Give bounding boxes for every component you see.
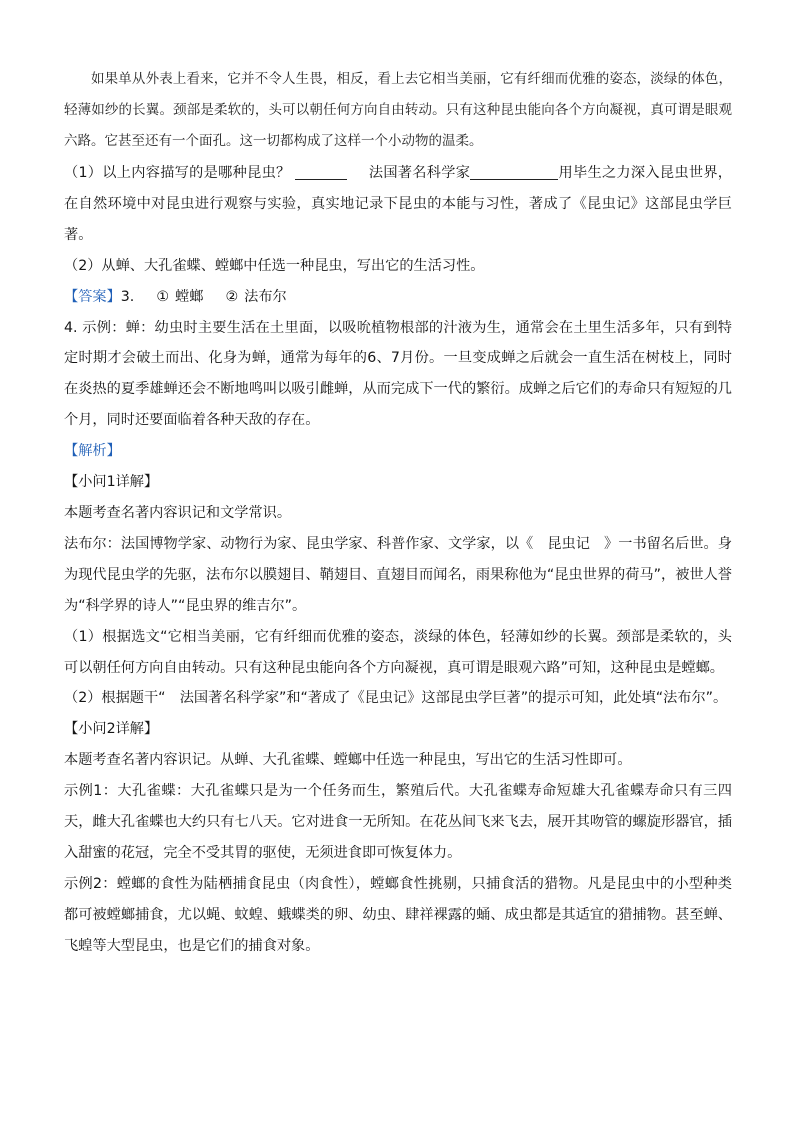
question-1-scientist-prompt: 法国著名科学家 [368, 165, 471, 181]
question-2: （2）从蝉、大孔雀蝶、螳螂中任选一种昆虫，写出它的生活习性。 [64, 257, 485, 274]
answer-4-paragraph: 4. 示例：蝉：幼虫时主要生活在土里面，以吸吮植物根部的汁液为生，通常会在土里生活多年，只有到特定时期才会破土而出、化身为蝉，通常为每年的6、7月份。一旦变成蝉之后就会一直生活在树枝上，同时在炎热的夏季雄蝉还会不断地鸣叫以吸引雌蝉，从而完成下一代的繁衍。成蝉之后它们的寿命只有短短的几个月，同时还要面临着各种天敌的存在。 [64, 319, 732, 429]
fabre-text-a: 法布尔：法国博物学家、动物行为家、昆虫学家、科普作家、文学家，以《 [64, 535, 534, 552]
answer-line [64, 282, 732, 313]
answer-value-2: 法布尔 [244, 288, 287, 305]
fabre-book-title: 昆虫记 [547, 535, 590, 552]
sub2-intro: 本题考查名著内容识记。从蝉、大孔雀蝶、螳螂中任选一种昆虫，写出它的生活习性即可。 [64, 752, 632, 769]
question-1-prompt: （1）以上内容描写的是哪种昆虫？ [64, 165, 291, 181]
sub1-analysis-1: （1）根据选文“它相当美丽，它有纤细而优雅的姿态，淡绿的体色，轻薄如纱的长翼。颈部是柔软的，头可以朝任何方向自由转动。只有这种昆虫能向各个方向凝视，真可谓是眼观六路”可知，这种昆虫是螳螂。 [64, 628, 732, 676]
sub2-example-2: 示例2：螳螂的食性为陆栖捕食昆虫（肉食性），螳螂食性挑剔，只捕食活的猎物。凡是昆虫中的小型种类都可被螳螂捕食，尤以蝇、蚊蝗、蛾蝶类的卵、幼虫、肆祥裸露的蛹、成虫都是其适宜的猎捕物。甚至蝉、飞蝗等大型昆虫，也是它们的捕食对象。 [64, 875, 732, 954]
answer-value-1: 螳螂 [175, 288, 204, 305]
answer-blank-1 [295, 161, 347, 180]
fabre-paragraph [64, 529, 732, 622]
sub2-example-1: 示例1：大孔雀蝶：大孔雀蝶只是为一个任务而生，繁殖后代。大孔雀蝶寿命短雄大孔雀蝶寿命只有三四天，雌大孔雀蝶也大约只有七八天。它对进食一无所知。在花丛间飞来飞去，展开其吻管的螺旋形器官，插入甜蜜的花冠，完全不受其胃的驱使，无须进食即可恢复体力。 [64, 783, 732, 861]
question-1-continuation: 用毕生之力深入昆虫世界，在自然环境中对昆虫进行观察与实验，真实地记录下昆虫的本能与习性，著成了《昆虫记》这部昆虫学巨著。 [64, 165, 732, 243]
analysis-tag: 【解析】 [64, 443, 121, 460]
fabre-text-b: 》一书留名后世。身为现代昆虫学的先驱，法布尔以膜翅目、鞘翅目、直翅目而闻名，雨果称他为“昆虫世界的荷马”，被世人誉为“科学界的诗人”“昆虫界的维吉尔”。 [64, 535, 732, 614]
sub1-analysis-2: （2）根据题干“ 法国著名科学家”和“著成了《昆虫记》这部昆虫学巨著”的提示可知，此处填“法布尔”。 [64, 690, 728, 707]
answer-number: 3. [120, 288, 135, 305]
sub1-title: 【小问1详解】 [64, 474, 159, 491]
answer-blank-2 [470, 161, 558, 180]
circled-one-marker: ① [156, 288, 170, 305]
answer-tag: 【答案】 [64, 288, 121, 305]
sub2-title: 【小问2详解】 [64, 721, 159, 738]
reading-passage: 如果单从外表上看来，它并不令人生畏，相反，看上去它相当美丽，它有纤细而优雅的姿态，淡绿的体色，轻薄如纱的长翼。颈部是柔软的，头可以朝任何方向自由转动。只有这种昆虫能向各个方向凝视，真可谓是眼观六路。它甚至还有一个面孔。这一切都构成了这样一个小动物的温柔。 [64, 71, 732, 149]
question-1 [64, 158, 732, 251]
circled-two-marker: ② [225, 288, 239, 305]
question-and-answer-body [64, 158, 732, 962]
sub1-intro: 本题考查名著内容识记和文学常识。 [64, 504, 292, 521]
